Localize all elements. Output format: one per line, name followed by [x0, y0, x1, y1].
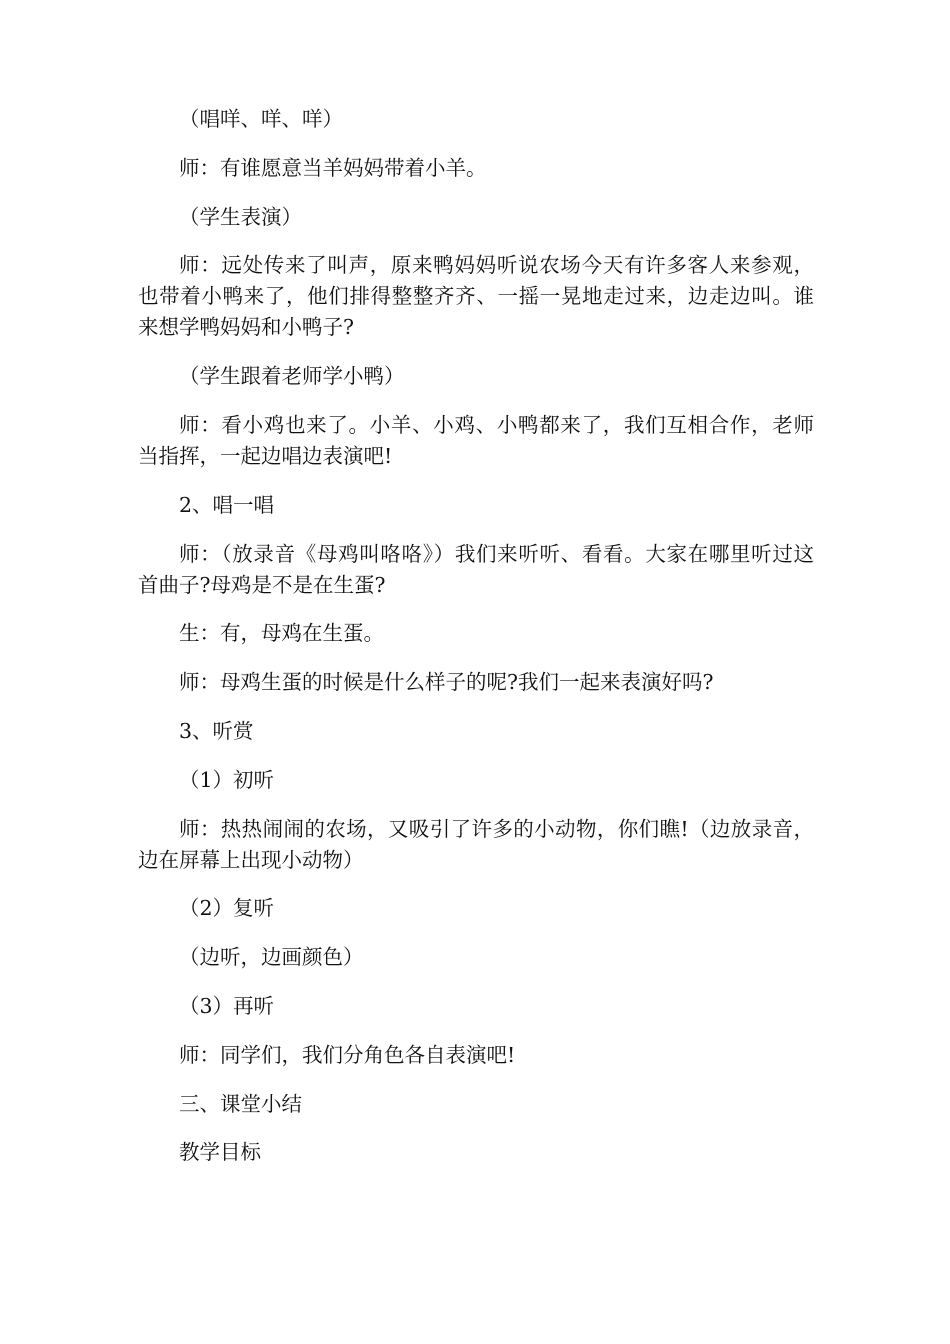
paragraph: 师：远处传来了叫声，原来鸭妈妈听说农场今天有许多客人来参观，也带着小鸭来了，他们排得整整齐齐、一摇一晃地走过来，边走边叫。谁来想学鸭妈妈和小鸭子?: [138, 253, 814, 340]
paragraph: （1）初听: [179, 767, 275, 792]
paragraph: （3）再听: [179, 993, 275, 1018]
paragraph: 师：热热闹闹的农场，又吸引了许多的小动物，你们瞧!（边放录音，边在屏幕上出现小动物）: [138, 816, 814, 872]
document-body: [138, 104, 814, 1168]
paragraph: （学生表演）: [179, 204, 302, 229]
paragraph: 师：母鸡生蛋的时候是什么样子的呢?我们一起来表演好吗?: [179, 670, 714, 695]
paragraph: 师：（放录音《母鸡叫咯咯》）我们来听听、看看。大家在哪里听过这首曲子?母鸡是不是在生蛋?: [138, 541, 814, 597]
paragraph: （2）复听: [179, 896, 275, 921]
paragraph: 师：有谁愿意当羊妈妈带着小羊。: [179, 155, 487, 180]
paragraph: （学生跟着老师学小鸭）: [179, 364, 405, 389]
paragraph: 师：看小鸡也来了。小羊、小鸡、小鸭都来了，我们互相合作，老师当指挥，一起边唱边表演吧!: [138, 412, 814, 468]
paragraph: 三、课堂小结: [179, 1091, 302, 1116]
paragraph: 教学目标: [179, 1140, 261, 1165]
paragraph: 师：同学们，我们分角色各自表演吧!: [179, 1042, 516, 1067]
paragraph: 2、唱一唱: [179, 492, 275, 517]
paragraph: （边听，边画颜色）: [179, 945, 364, 970]
paragraph: 3、听赏: [179, 718, 254, 743]
paragraph: （唱咩、咩、咩）: [179, 107, 343, 131]
paragraph: 生：有，母鸡在生蛋。: [179, 621, 384, 646]
